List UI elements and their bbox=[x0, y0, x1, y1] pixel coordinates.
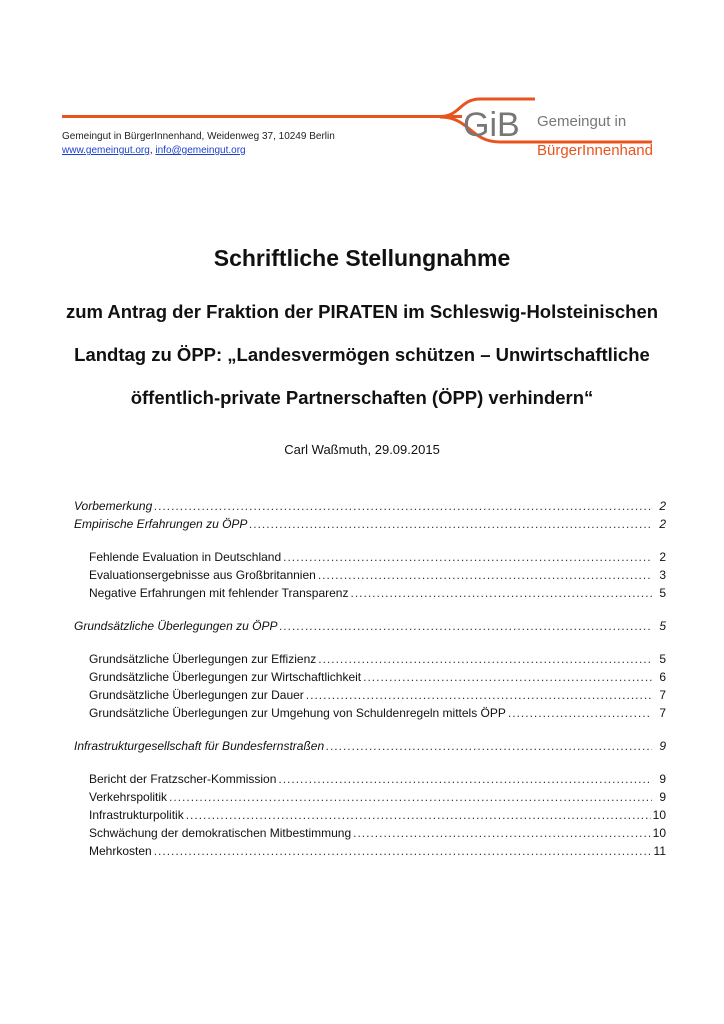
toc-entry-page: 2 bbox=[659, 499, 666, 513]
toc-entry[interactable] bbox=[74, 824, 666, 842]
toc-entry-page: 6 bbox=[659, 670, 666, 684]
toc-entry-title: Grundsätzliche Überlegungen zu ÖPP bbox=[74, 619, 278, 633]
toc-leader-dots bbox=[318, 650, 652, 668]
toc-entry[interactable] bbox=[74, 788, 666, 806]
toc-entry[interactable] bbox=[74, 704, 666, 722]
toc-entry-title: Infrastrukturgesellschaft für Bundesfernstraßen bbox=[74, 739, 325, 753]
document-subtitle: zum Antrag der Fraktion der PIRATEN im Schleswig-Holsteinischen Landtag zu ÖPP: „Landesvermögen schützen – Unwirtschaftliche öffentlich-private Partnerschaften (ÖPP) verhindern“ bbox=[65, 301, 659, 408]
toc-leader-dots bbox=[154, 842, 652, 860]
toc-entry[interactable] bbox=[74, 737, 666, 755]
toc-leader-dots bbox=[353, 824, 651, 842]
toc-entry-title: Evaluationsergebnisse aus Großbritannien bbox=[89, 568, 316, 582]
toc-entry-title: Grundsätzliche Überlegungen zur Dauer bbox=[89, 688, 304, 702]
toc-entry-page: 2 bbox=[659, 550, 666, 564]
website-link[interactable]: www.gemeingut.org bbox=[62, 145, 150, 156]
header-address: Gemeingut in BürgerInnenhand, Weidenweg 37, 10249 Berlin bbox=[62, 131, 335, 142]
toc-leader-dots bbox=[318, 566, 652, 584]
toc-leader-dots bbox=[154, 497, 652, 515]
toc-entry[interactable] bbox=[74, 617, 666, 635]
toc-entry-title: Grundsätzliche Überlegungen zur Effizienz bbox=[89, 652, 317, 666]
toc-entry-page: 9 bbox=[659, 739, 666, 753]
toc-entry-title: Fehlende Evaluation in Deutschland bbox=[89, 550, 282, 564]
toc-entry-title: Empirische Erfahrungen zu ÖPP bbox=[74, 517, 248, 531]
toc-entry-page: 9 bbox=[659, 790, 666, 804]
toc-leader-dots bbox=[326, 737, 652, 755]
header-rule bbox=[62, 115, 462, 118]
table-of-contents bbox=[74, 497, 666, 860]
header-links bbox=[62, 145, 246, 156]
toc-spacer bbox=[74, 755, 666, 770]
toc-leader-dots bbox=[169, 788, 652, 806]
toc-entry[interactable] bbox=[74, 668, 666, 686]
toc-spacer bbox=[74, 635, 666, 650]
toc-entry-title: Grundsätzliche Überlegungen zur Wirtschaftlichkeit bbox=[89, 670, 362, 684]
toc-leader-dots bbox=[249, 515, 652, 533]
toc-entry-title: Negative Erfahrungen mit fehlender Transparenz bbox=[89, 586, 349, 600]
toc-leader-dots bbox=[350, 584, 652, 602]
toc-entry-page: 10 bbox=[652, 826, 666, 840]
toc-entry[interactable] bbox=[74, 650, 666, 668]
toc-entry-title: Mehrkosten bbox=[89, 844, 152, 858]
toc-entry-page: 3 bbox=[659, 568, 666, 582]
toc-entry-title: Grundsätzliche Überlegungen zur Umgehung von Schuldenregeln mittels ÖPP bbox=[89, 706, 506, 720]
toc-entry-page: 7 bbox=[659, 688, 666, 702]
logo-text-line1: Gemeingut in bbox=[537, 113, 627, 130]
toc-entry[interactable] bbox=[74, 548, 666, 566]
toc-entry-page: 9 bbox=[659, 772, 666, 786]
logo-text-line2: BürgerInnenhand bbox=[537, 142, 653, 159]
link-separator: , bbox=[149, 145, 156, 156]
email-link[interactable]: info@gemeingut.org bbox=[155, 145, 246, 156]
toc-entry[interactable] bbox=[74, 497, 666, 515]
toc-entry[interactable] bbox=[74, 842, 666, 860]
toc-leader-dots bbox=[508, 704, 652, 722]
toc-entry-page: 2 bbox=[659, 517, 666, 531]
toc-spacer bbox=[74, 602, 666, 617]
toc-leader-dots bbox=[306, 686, 652, 704]
toc-entry-page: 10 bbox=[652, 808, 666, 822]
toc-entry-title: Schwächung der demokratischen Mitbestimmung bbox=[89, 826, 352, 840]
toc-entry[interactable] bbox=[74, 686, 666, 704]
logo-mark: GiB bbox=[463, 106, 520, 144]
toc-entry-page: 7 bbox=[659, 706, 666, 720]
toc-spacer bbox=[74, 722, 666, 737]
toc-entry[interactable] bbox=[74, 566, 666, 584]
toc-entry[interactable] bbox=[74, 515, 666, 533]
toc-leader-dots bbox=[363, 668, 652, 686]
author-date: Carl Waßmuth, 29.09.2015 bbox=[284, 442, 440, 457]
toc-leader-dots bbox=[283, 548, 652, 566]
toc-entry-page: 5 bbox=[659, 652, 666, 666]
toc-entry[interactable] bbox=[74, 584, 666, 602]
toc-entry[interactable] bbox=[74, 770, 666, 788]
toc-leader-dots bbox=[278, 770, 652, 788]
toc-leader-dots bbox=[186, 806, 651, 824]
toc-entry[interactable] bbox=[74, 806, 666, 824]
toc-spacer bbox=[74, 533, 666, 548]
toc-entry-page: 5 bbox=[659, 586, 666, 600]
toc-entry-title: Vorbemerkung bbox=[74, 499, 153, 513]
toc-entry-title: Verkehrspolitik bbox=[89, 790, 168, 804]
document-title: Schriftliche Stellungnahme bbox=[213, 245, 511, 271]
toc-leader-dots bbox=[279, 617, 652, 635]
toc-entry-title: Bericht der Fratzscher-Kommission bbox=[89, 772, 277, 786]
toc-entry-title: Infrastrukturpolitik bbox=[89, 808, 184, 822]
toc-entry-page: 11 bbox=[653, 844, 666, 858]
toc-entry-page: 5 bbox=[659, 619, 666, 633]
